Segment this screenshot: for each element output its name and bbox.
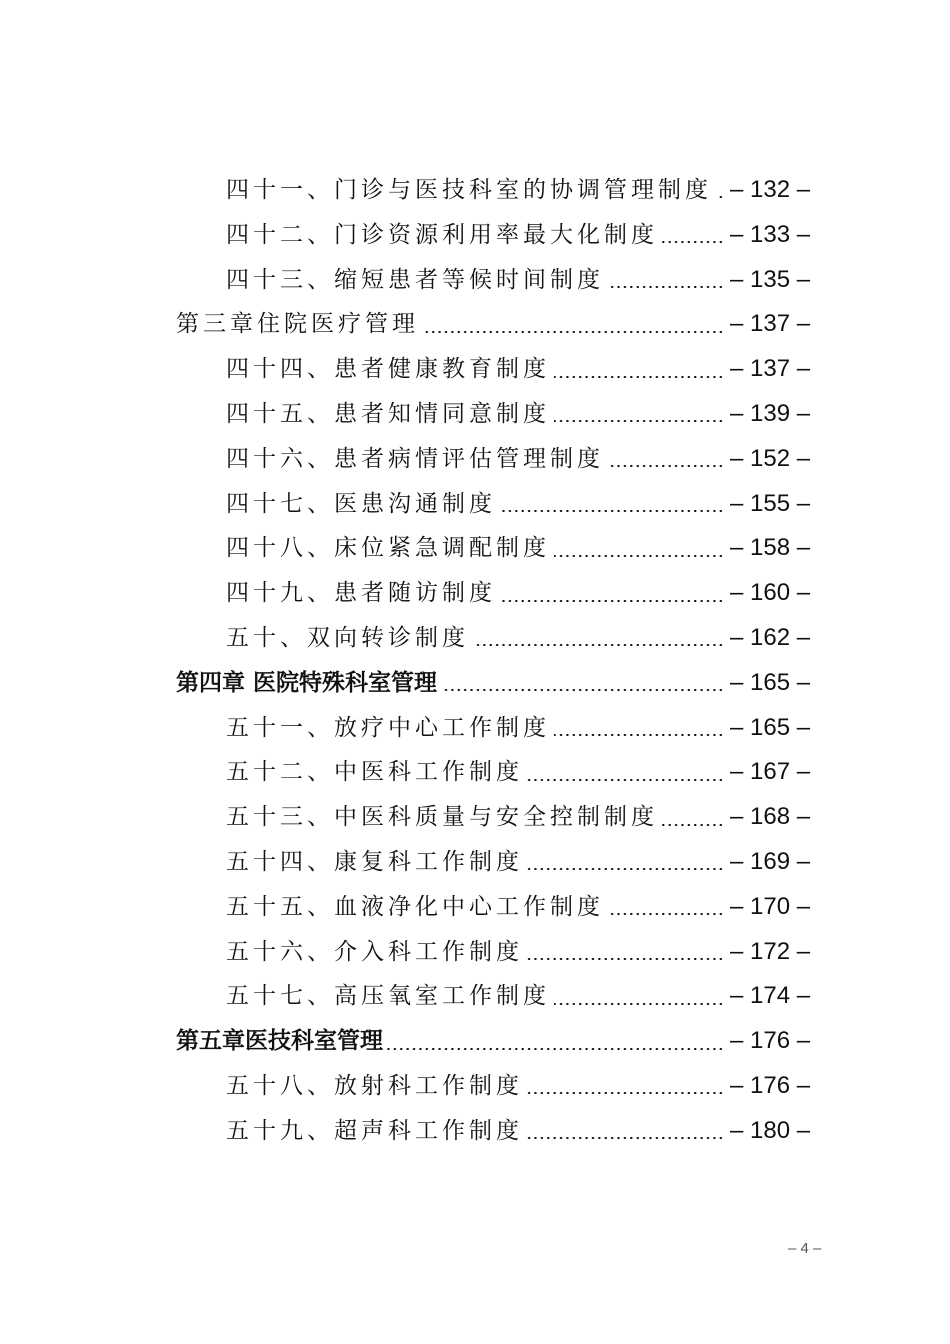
- toc-page-number: – 133 –: [730, 220, 811, 248]
- toc-dot-leader: [387, 1048, 724, 1050]
- toc-chapter-entry[interactable]: [0, 302, 950, 347]
- toc-chapter-entry[interactable]: [0, 661, 950, 706]
- toc-section-entry[interactable]: [0, 616, 950, 661]
- toc-section-entry[interactable]: [0, 930, 950, 975]
- toc-page-number: – 132 –: [730, 176, 811, 203]
- toc-section-entry[interactable]: [0, 974, 950, 1019]
- toc-page-number: – 176 –: [730, 1071, 811, 1099]
- toc-dot-leader: [527, 1092, 724, 1094]
- toc-dot-leader: [554, 734, 724, 736]
- toc-entry-title: 四十二、门诊资源利用率最大化制度: [226, 221, 658, 248]
- toc-entry-title: 五十九、超声科工作制度: [226, 1117, 523, 1144]
- toc-section-entry[interactable]: [0, 347, 950, 392]
- toc-section-entry[interactable]: [0, 571, 950, 616]
- toc-entry-title: 五十三、中医科质量与安全控制制度: [226, 804, 658, 831]
- toc-page-number: – 155 –: [730, 489, 811, 517]
- toc-entry-title: 四十九、患者随访制度: [226, 580, 496, 607]
- toc-entry-title: 五十一、放疗中心工作制度: [226, 714, 550, 741]
- toc-dot-leader: [441, 689, 724, 691]
- toc-entry-title: 五十八、放射科工作制度: [226, 1072, 523, 1099]
- toc-page-number: – 152 –: [730, 444, 811, 472]
- toc-entry-title: 第五章医技科室管理: [176, 1028, 383, 1055]
- toc-entry-title: 第三章住院医疗管理: [176, 311, 419, 338]
- toc-section-entry[interactable]: [0, 213, 950, 258]
- toc-entry-title: 四十七、医患沟通制度: [226, 490, 496, 517]
- toc-dot-leader: [527, 1137, 724, 1139]
- toc-dot-leader: [662, 241, 724, 243]
- toc-page-number: – 135 –: [730, 265, 811, 293]
- toc-entry-title: 五十四、康复科工作制度: [226, 848, 523, 875]
- toc-entry-title: 五十六、介入科工作制度: [226, 938, 523, 965]
- toc-section-entry[interactable]: [0, 437, 950, 482]
- toc-entry-title: 四十六、患者病情评估管理制度: [226, 445, 604, 472]
- toc-page-number: – 167 –: [730, 758, 811, 786]
- toc-page-number: – 160 –: [730, 579, 811, 607]
- page-number-footer: – 4 –: [788, 1240, 822, 1257]
- toc-page-number: – 169 –: [730, 847, 811, 875]
- toc-dot-leader: [554, 1003, 724, 1005]
- toc-dot-leader: [662, 824, 724, 826]
- toc-dot-leader: [608, 913, 724, 915]
- toc-entry-title: 五十二、中医科工作制度: [226, 759, 523, 786]
- toc-section-entry[interactable]: [0, 392, 950, 437]
- toc-entry-title: 四十四、患者健康教育制度: [226, 356, 550, 383]
- toc-dot-leader: [500, 510, 724, 512]
- toc-dot-leader: [423, 331, 724, 333]
- toc-dot-leader: [608, 465, 724, 467]
- toc-entry-title: 四十五、患者知情同意制度: [226, 400, 550, 427]
- toc-section-entry[interactable]: [0, 258, 950, 303]
- toc-page-number: – 174 –: [730, 982, 811, 1010]
- toc-section-entry[interactable]: [0, 840, 950, 885]
- toc-page-number: – 170 –: [730, 892, 811, 920]
- toc-page-number: – 137 –: [730, 310, 811, 338]
- toc-dot-leader: [527, 779, 724, 781]
- toc-page-number: – 176 –: [730, 1027, 811, 1055]
- toc-page-number: – 139 –: [730, 399, 811, 427]
- toc-section-entry[interactable]: [0, 750, 950, 795]
- toc-page-number: – 158 –: [730, 534, 811, 562]
- toc-chapter-entry[interactable]: [0, 1019, 950, 1064]
- toc-entry-title: 五十、双向转诊制度: [226, 624, 469, 651]
- toc-entry-title: 四十三、缩短患者等候时间制度: [226, 266, 604, 293]
- toc-page-number: – 162 –: [730, 623, 811, 651]
- toc-dot-leader: [554, 420, 724, 422]
- toc-entry-title: 四十一、门诊与医技科室的协调管理制度: [226, 177, 712, 203]
- toc-dot-leader: [554, 555, 724, 557]
- toc-section-entry[interactable]: [0, 168, 950, 213]
- toc-section-entry[interactable]: [0, 482, 950, 527]
- toc-section-entry[interactable]: [0, 885, 950, 930]
- toc-page-number: – 137 –: [730, 355, 811, 383]
- toc-section-entry[interactable]: [0, 1064, 950, 1109]
- toc-page-number: – 165 –: [730, 668, 811, 696]
- toc-dot-leader: [554, 376, 724, 378]
- toc-dot-leader: [527, 958, 724, 960]
- toc-dot-leader: [473, 644, 724, 646]
- toc-page-number: – 165 –: [730, 713, 811, 741]
- toc-page-number: – 172 –: [730, 937, 811, 965]
- table-of-contents: [0, 168, 950, 1154]
- toc-dot-leader: [716, 196, 724, 198]
- toc-entry-title: 四十八、床位紧急调配制度: [226, 535, 550, 562]
- toc-page-number: – 168 –: [730, 803, 811, 831]
- toc-section-entry[interactable]: [0, 1109, 950, 1154]
- toc-dot-leader: [608, 286, 724, 288]
- toc-section-entry[interactable]: [0, 706, 950, 751]
- toc-entry-title: 五十五、血液净化中心工作制度: [226, 893, 604, 920]
- toc-page-number: – 180 –: [730, 1116, 811, 1144]
- toc-dot-leader: [500, 600, 724, 602]
- toc-section-entry[interactable]: [0, 795, 950, 840]
- toc-dot-leader: [527, 868, 724, 870]
- toc-section-entry[interactable]: [0, 526, 950, 571]
- toc-entry-title: 第四章 医院特殊科室管理: [176, 669, 438, 696]
- toc-entry-title: 五十七、高压氧室工作制度: [226, 983, 550, 1010]
